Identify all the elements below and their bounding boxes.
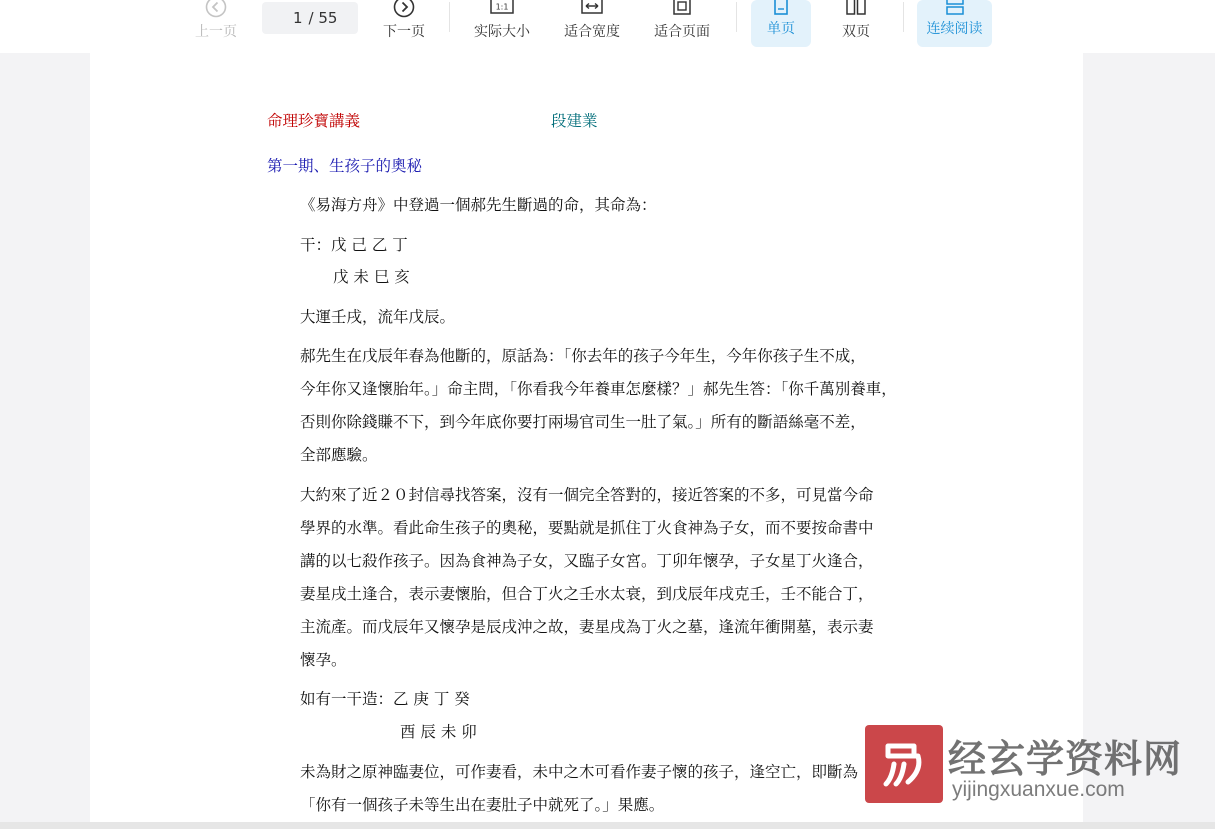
paragraph-line: 學界的水準。看此命生孩子的奧秘，要點就是抓住丁火食神為子女，而不要按命書中	[300, 519, 874, 537]
paragraph-line: 主流產。而戊辰年又懷孕是辰戌沖之故，妻星戌為丁火之墓，逢流年衝開墓，表示妻	[300, 618, 874, 636]
double-page-button[interactable]	[826, 0, 886, 50]
watermark-title: 经玄学资料网	[948, 737, 1183, 781]
document-title: 命理珍寶講義	[267, 112, 361, 130]
chapter-heading: 第一期、生孩子的奧秘	[267, 157, 423, 175]
fit-width-icon	[581, 0, 603, 18]
document-author: 段建業	[551, 112, 598, 130]
paragraph-line: 《易海方舟》中登過一個郝先生斷過的命，其命為：	[300, 196, 657, 214]
continuous-reading-icon	[944, 0, 966, 18]
single-page-icon	[770, 0, 792, 18]
watermark-logo	[865, 725, 943, 803]
prev-page-label: 上一页	[195, 24, 237, 40]
actual-size-label: 实际大小	[474, 24, 530, 40]
fit-width-label: 适合宽度	[564, 24, 620, 40]
paragraph-line: 「你有一個孩子未等生出在妻肚子中就死了。」果應。	[300, 796, 665, 814]
continuous-reading-label: 连续阅读	[926, 21, 983, 37]
next-page-button[interactable]	[378, 0, 430, 50]
document-page	[90, 53, 1083, 829]
svg-text:1:1: 1:1	[495, 2, 509, 12]
paragraph-line: 否則你除錢賺不下，到今年底你要打兩場官司生一肚了氣。」所有的斷語絲毫不差，	[300, 413, 866, 431]
next-page-label: 下一页	[383, 24, 425, 40]
fit-page-label: 适合页面	[654, 24, 710, 40]
watermark-logo-icon	[874, 734, 934, 794]
actual-size-icon	[490, 0, 514, 18]
chart-line-stems: 干：戊 己 乙 丁	[300, 236, 408, 254]
paragraph-line: 全部應驗。	[300, 446, 378, 464]
double-page-icon	[845, 0, 867, 18]
paragraph-line: 今年你又逢懷胎年。」命主問，「你看我今年養車怎麼樣？」郝先生答：「你千萬別養車，	[300, 380, 897, 398]
watermark-url: yijingxuanxue.com	[952, 778, 1125, 801]
single-page-button[interactable]	[751, 0, 811, 47]
toolbar-divider	[449, 2, 450, 32]
double-page-label: 双页	[842, 24, 870, 40]
fit-width-button[interactable]	[558, 0, 626, 50]
chevron-left-circle-icon	[205, 0, 227, 18]
paragraph-line: 郝先生在戊辰年春為他斷的，原話為：「你去年的孩子今年生，今年你孩子生不成，	[300, 347, 866, 365]
page-total: / 55	[308, 9, 338, 27]
continuous-reading-button[interactable]	[917, 0, 992, 47]
chart-line-branches: 酉 辰 未 卯	[400, 723, 477, 741]
chevron-right-circle-icon	[393, 0, 415, 18]
paragraph-line: 懷孕。	[300, 651, 347, 669]
paragraph-line: 未為財之原神臨妻位，可作妻看，未中之木可看作妻子懷的孩子，逢空亡，即斷為	[300, 763, 859, 781]
page-indicator	[262, 2, 358, 34]
paragraph-line: 妻星戌土逢合，表示妻懷胎，但合丁火之壬水太衰，到戊辰年戌克壬，壬不能合丁，	[300, 585, 874, 603]
toolbar-divider	[736, 2, 737, 32]
paragraph-line: 講的以七殺作孩子。因為食神為子女，又臨子女宮。丁卯年懷孕，子女星丁火逢合，	[300, 552, 874, 570]
toolbar-divider	[903, 2, 904, 32]
prev-page-button[interactable]	[190, 0, 242, 50]
fit-page-button[interactable]	[648, 0, 716, 50]
single-page-label: 单页	[767, 21, 795, 37]
chart-line-branches: 戊 未 巳 亥	[333, 268, 410, 286]
page-number-input[interactable]	[283, 9, 303, 27]
fit-page-icon	[671, 0, 693, 18]
bottom-scrollbar[interactable]	[0, 822, 1215, 829]
paragraph-line: 大運壬戌，流年戊辰。	[300, 308, 456, 326]
toolbar	[0, 0, 1215, 53]
chart-line-stems: 如有一干造：乙 庚 丁 癸	[300, 690, 470, 708]
actual-size-button[interactable]	[468, 0, 536, 50]
paragraph-line: 大約來了近２０封信尋找答案，沒有一個完全答對的，接近答案的不多，可見當今命	[300, 486, 874, 504]
